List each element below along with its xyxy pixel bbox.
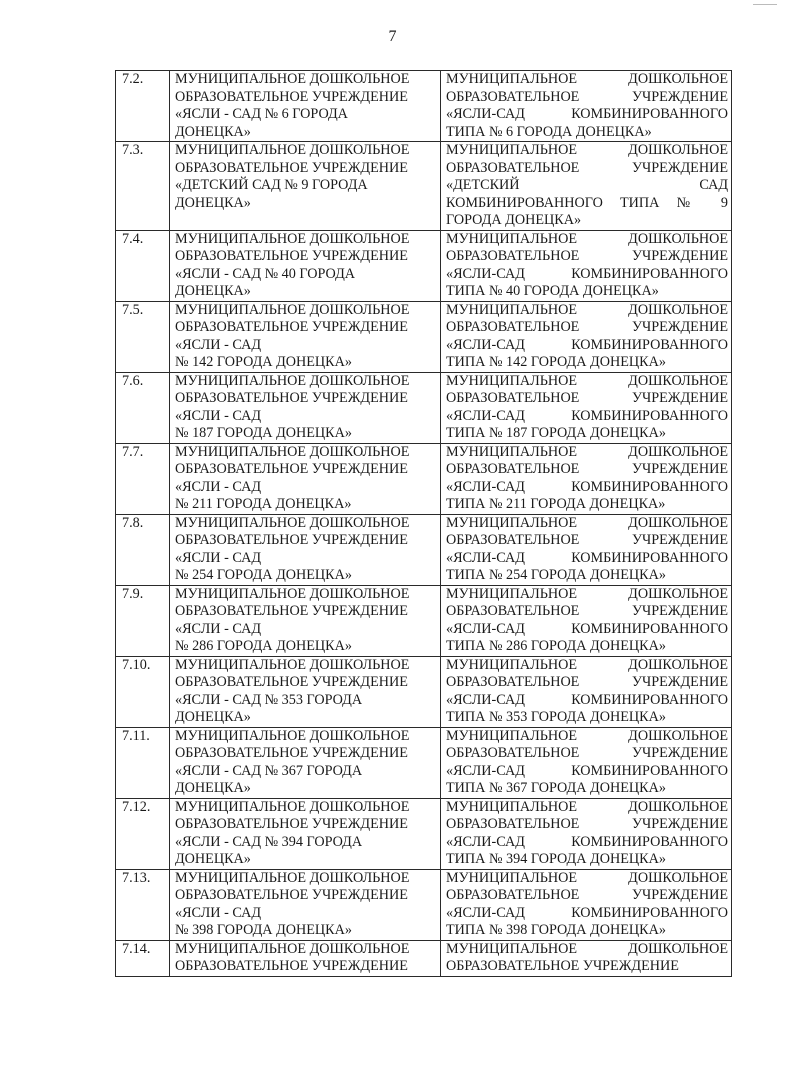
new-name-line: ОБРАЗОВАТЕЛЬНОЕ УЧРЕЖДЕНИЕ [446, 958, 679, 974]
new-name-line: ТИПА № 398 ГОРОДА ДОНЕЦКА» [446, 922, 666, 938]
new-name-line: ОБРАЗОВАТЕЛЬНОЕ УЧРЕЖДЕНИЕ [446, 248, 728, 264]
table-row [116, 71, 732, 142]
new-name-line: МУНИЦИПАЛЬНОЕ ДОШКОЛЬНОЕ [446, 727, 728, 744]
new-name-line: «ЯСЛИ-САД КОМБИНИРОВАННОГО [446, 336, 728, 353]
table-row [116, 514, 732, 585]
new-name-cell [441, 514, 732, 585]
new-name-cell [441, 71, 732, 142]
new-name-cell [441, 940, 732, 976]
new-name-cell [441, 372, 732, 443]
new-name-line: ТИПА № 142 ГОРОДА ДОНЕЦКА» [446, 354, 666, 370]
new-name-cell [441, 585, 732, 656]
new-name-line: ОБРАЗОВАТЕЛЬНОЕ УЧРЕЖДЕНИЕ [446, 88, 728, 105]
new-name-line: МУНИЦИПАЛЬНОЕ ДОШКОЛЬНОЕ [446, 71, 728, 87]
new-name-line: «ЯСЛИ-САД КОМБИНИРОВАННОГО [446, 549, 728, 566]
table-row [116, 230, 732, 301]
old-name-cell: МУНИЦИПАЛЬНОЕ ДОШКОЛЬНОЕ ОБРАЗОВАТЕЛЬНОЕ УЧРЕЖДЕНИЕ «ДЕТСКИЙ САД № 9 ГОРОДА ДОНЕЦКА» [170, 142, 441, 231]
new-name-line: «ЯСЛИ-САД КОМБИНИРОВАННОГО [446, 833, 728, 850]
new-name-line: ОБРАЗОВАТЕЛЬНОЕ УЧРЕЖДЕНИЕ [446, 887, 728, 903]
new-name-line: ОБРАЗОВАТЕЛЬНОЕ УЧРЕЖДЕНИЕ [446, 461, 728, 477]
new-name-line: ОБРАЗОВАТЕЛЬНОЕ УЧРЕЖДЕНИЕ [446, 532, 728, 548]
old-name-cell: МУНИЦИПАЛЬНОЕ ДОШКОЛЬНОЕ ОБРАЗОВАТЕЛЬНОЕ УЧРЕЖДЕНИЕ «ЯСЛИ - САД № 367 ГОРОДА ДОНЕЦКА» [170, 727, 441, 798]
new-name-line: ТИПА № 211 ГОРОДА ДОНЕЦКА» [446, 496, 666, 512]
old-name-cell: МУНИЦИПАЛЬНОЕ ДОШКОЛЬНОЕ ОБРАЗОВАТЕЛЬНОЕ УЧРЕЖДЕНИЕ «ЯСЛИ - САД № 142 ГОРОДА ДОНЕЦКА» [170, 301, 441, 372]
new-name-cell [441, 656, 732, 727]
new-name-cell [441, 869, 732, 940]
new-name-line: ТИПА № 40 ГОРОДА ДОНЕЦКА» [446, 283, 659, 299]
new-name-line: ТИПА № 353 ГОРОДА ДОНЕЦКА» [446, 709, 666, 725]
old-name-cell: МУНИЦИПАЛЬНОЕ ДОШКОЛЬНОЕ ОБРАЗОВАТЕЛЬНОЕ УЧРЕЖДЕНИЕ «ЯСЛИ - САД № 394 ГОРОДА ДОНЕЦКА» [170, 798, 441, 869]
row-number: 7.12. [116, 798, 170, 869]
new-name-line: МУНИЦИПАЛЬНОЕ ДОШКОЛЬНОЕ [446, 869, 728, 886]
row-number: 7.13. [116, 869, 170, 940]
row-number: 7.7. [116, 443, 170, 514]
new-name-line: «ДЕТСКИЙ САД [446, 177, 728, 193]
new-name-line: ОБРАЗОВАТЕЛЬНОЕ УЧРЕЖДЕНИЕ [446, 603, 728, 619]
old-name-cell: МУНИЦИПАЛЬНОЕ ДОШКОЛЬНОЕ ОБРАЗОВАТЕЛЬНОЕ УЧРЕЖДЕНИЕ «ЯСЛИ - САД № 398 ГОРОДА ДОНЕЦКА» [170, 869, 441, 940]
old-name-cell: МУНИЦИПАЛЬНОЕ ДОШКОЛЬНОЕ ОБРАЗОВАТЕЛЬНОЕ УЧРЕЖДЕНИЕ «ЯСЛИ - САД № 40 ГОРОДА ДОНЕЦКА» [170, 230, 441, 301]
scan-mark [753, 4, 777, 5]
old-name-cell: МУНИЦИПАЛЬНОЕ ДОШКОЛЬНОЕ ОБРАЗОВАТЕЛЬНОЕ УЧРЕЖДЕНИЕ «ЯСЛИ - САД № 6 ГОРОДА ДОНЕЦКА» [170, 71, 441, 142]
new-name-line: ОБРАЗОВАТЕЛЬНОЕ УЧРЕЖДЕНИЕ [446, 816, 728, 832]
new-name-line: КОМБИНИРОВАННОГО ТИПА № 9 [446, 194, 728, 211]
new-name-line: «ЯСЛИ-САД КОМБИНИРОВАННОГО [446, 691, 728, 708]
table-row [116, 727, 732, 798]
new-name-line: МУНИЦИПАЛЬНОЕ ДОШКОЛЬНОЕ [446, 230, 728, 247]
new-name-line: МУНИЦИПАЛЬНОЕ ДОШКОЛЬНОЕ [446, 443, 728, 460]
new-name-line: ГОРОДА ДОНЕЦКА» [446, 212, 582, 228]
new-name-line: МУНИЦИПАЛЬНОЕ ДОШКОЛЬНОЕ [446, 142, 728, 158]
new-name-line: ТИПА № 6 ГОРОДА ДОНЕЦКА» [446, 123, 652, 140]
old-name-cell: МУНИЦИПАЛЬНОЕ ДОШКОЛЬНОЕ ОБРАЗОВАТЕЛЬНОЕ УЧРЕЖДЕНИЕ [170, 940, 441, 976]
table-body [116, 71, 732, 977]
page-number: 7 [388, 28, 397, 45]
row-number: 7.11. [116, 727, 170, 798]
new-name-cell [441, 230, 732, 301]
new-name-line: ТИПА № 394 ГОРОДА ДОНЕЦКА» [446, 851, 666, 867]
old-name-cell: МУНИЦИПАЛЬНОЕ ДОШКОЛЬНОЕ ОБРАЗОВАТЕЛЬНОЕ УЧРЕЖДЕНИЕ «ЯСЛИ - САД № 286 ГОРОДА ДОНЕЦКА» [170, 585, 441, 656]
new-name-line: МУНИЦИПАЛЬНОЕ ДОШКОЛЬНОЕ [446, 585, 728, 602]
row-number: 7.4. [116, 230, 170, 301]
new-name-line: ТИПА № 286 ГОРОДА ДОНЕЦКА» [446, 638, 666, 654]
table-row [116, 798, 732, 869]
new-name-cell [441, 301, 732, 372]
table-row [116, 869, 732, 940]
new-name-line: ТИПА № 187 ГОРОДА ДОНЕЦКА» [446, 425, 666, 441]
new-name-line: МУНИЦИПАЛЬНОЕ ДОШКОЛЬНОЕ [446, 372, 728, 389]
row-number: 7.8. [116, 514, 170, 585]
new-name-line: МУНИЦИПАЛЬНОЕ ДОШКОЛЬНОЕ [446, 798, 728, 815]
new-name-line: МУНИЦИПАЛЬНОЕ ДОШКОЛЬНОЕ [446, 301, 728, 318]
table-row [116, 443, 732, 514]
row-number: 7.2. [116, 71, 170, 142]
new-name-line: «ЯСЛИ-САД КОМБИНИРОВАННОГО [446, 478, 728, 495]
table-row [116, 301, 732, 372]
new-name-line: «ЯСЛИ-САД КОМБИНИРОВАННОГО [446, 904, 728, 921]
new-name-line: ОБРАЗОВАТЕЛЬНОЕ УЧРЕЖДЕНИЕ [446, 745, 728, 761]
new-name-line: ОБРАЗОВАТЕЛЬНОЕ УЧРЕЖДЕНИЕ [446, 319, 728, 335]
table-row [116, 940, 732, 976]
old-name-cell: МУНИЦИПАЛЬНОЕ ДОШКОЛЬНОЕ ОБРАЗОВАТЕЛЬНОЕ УЧРЕЖДЕНИЕ «ЯСЛИ - САД № 187 ГОРОДА ДОНЕЦКА» [170, 372, 441, 443]
row-number: 7.10. [116, 656, 170, 727]
new-name-cell [441, 142, 732, 231]
old-name-cell: МУНИЦИПАЛЬНОЕ ДОШКОЛЬНОЕ ОБРАЗОВАТЕЛЬНОЕ УЧРЕЖДЕНИЕ «ЯСЛИ - САД № 254 ГОРОДА ДОНЕЦКА» [170, 514, 441, 585]
new-name-cell [441, 798, 732, 869]
new-name-line: «ЯСЛИ-САД КОМБИНИРОВАННОГО [446, 762, 728, 779]
new-name-line: ОБРАЗОВАТЕЛЬНОЕ УЧРЕЖДЕНИЕ [446, 674, 728, 690]
new-name-line: «ЯСЛИ-САД КОМБИНИРОВАННОГО [446, 106, 728, 122]
new-name-line: МУНИЦИПАЛЬНОЕ ДОШКОЛЬНОЕ [446, 940, 728, 957]
row-number: 7.3. [116, 142, 170, 231]
new-name-cell [441, 443, 732, 514]
table-row [116, 142, 732, 231]
new-name-line: «ЯСЛИ-САД КОМБИНИРОВАННОГО [446, 407, 728, 424]
new-name-line: ТИПА № 367 ГОРОДА ДОНЕЦКА» [446, 780, 666, 796]
new-name-cell [441, 727, 732, 798]
row-number: 7.9. [116, 585, 170, 656]
new-name-line: «ЯСЛИ-САД КОМБИНИРОВАННОГО [446, 265, 728, 282]
row-number: 7.6. [116, 372, 170, 443]
new-name-line: ОБРАЗОВАТЕЛЬНОЕ УЧРЕЖДЕНИЕ [446, 390, 728, 406]
new-name-line: ТИПА № 254 ГОРОДА ДОНЕЦКА» [446, 567, 666, 583]
new-name-line: МУНИЦИПАЛЬНОЕ ДОШКОЛЬНОЕ [446, 656, 728, 673]
table-row [116, 372, 732, 443]
old-name-cell: МУНИЦИПАЛЬНОЕ ДОШКОЛЬНОЕ ОБРАЗОВАТЕЛЬНОЕ УЧРЕЖДЕНИЕ «ЯСЛИ - САД № 353 ГОРОДА ДОНЕЦКА» [170, 656, 441, 727]
table-row [116, 585, 732, 656]
old-name-cell: МУНИЦИПАЛЬНОЕ ДОШКОЛЬНОЕ ОБРАЗОВАТЕЛЬНОЕ УЧРЕЖДЕНИЕ «ЯСЛИ - САД № 211 ГОРОДА ДОНЕЦКА» [170, 443, 441, 514]
row-number: 7.14. [116, 940, 170, 976]
new-name-line: «ЯСЛИ-САД КОМБИНИРОВАННОГО [446, 620, 728, 637]
table-row [116, 656, 732, 727]
new-name-line: МУНИЦИПАЛЬНОЕ ДОШКОЛЬНОЕ [446, 514, 728, 531]
row-number: 7.5. [116, 301, 170, 372]
new-name-line: ОБРАЗОВАТЕЛЬНОЕ УЧРЕЖДЕНИЕ [446, 159, 728, 176]
renaming-table [115, 70, 732, 977]
